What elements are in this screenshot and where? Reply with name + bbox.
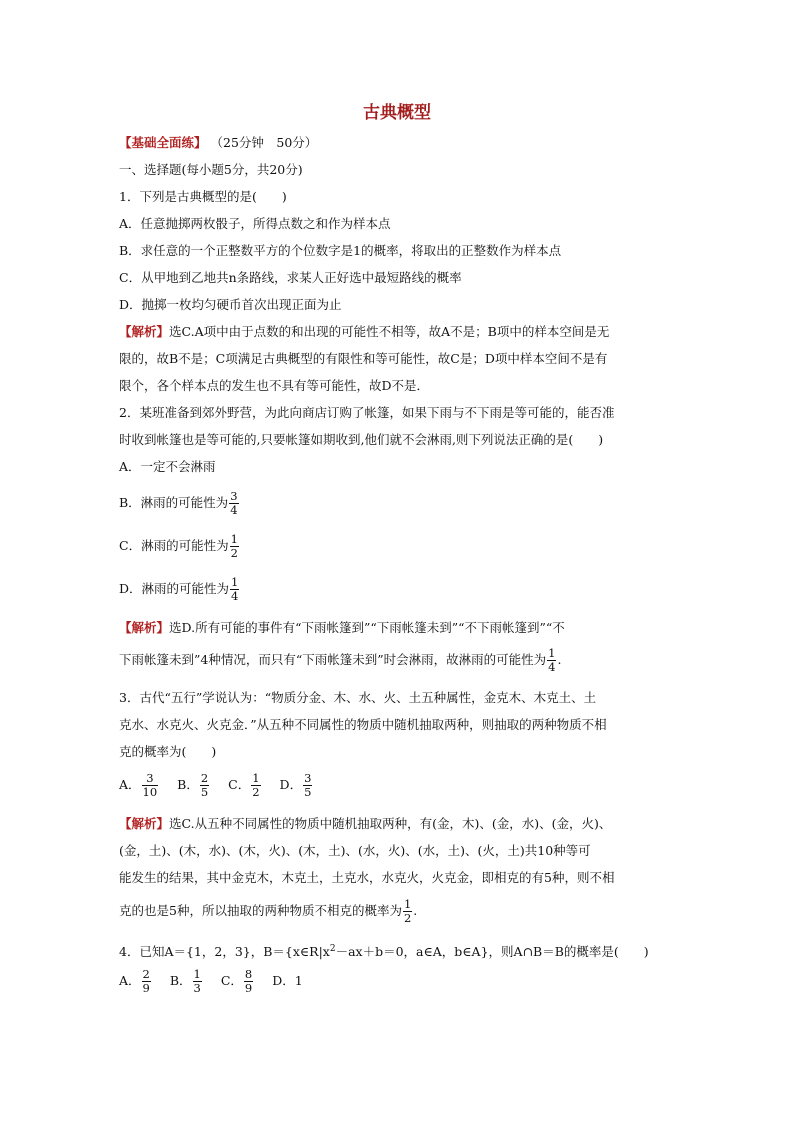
q2-option-a: A．一定不会淋雨 [119, 459, 216, 474]
denominator: 4 [230, 503, 238, 517]
numerator: 1 [548, 646, 556, 660]
q3-solution-line: 能发生的结果，其中金克木，木克土，土克水，水克火，火克金，即相克的有5种，则不相 [119, 870, 615, 885]
denominator: 4 [548, 660, 556, 674]
fraction [303, 772, 312, 799]
denominator: 5 [304, 785, 312, 799]
option-label: D． [279, 777, 303, 792]
q2-solution-tag: 【解析】 [119, 620, 170, 635]
q1-option-b: B．求任意的一个正整数平方的个位数字是1的概率，将取出的正整数作为样本点 [119, 243, 562, 258]
q4-stem-post: －ax＋b＝0，a∈A，b∈A}，则A∩B＝B的概率是( ) [335, 944, 649, 960]
q4-option-b [170, 968, 203, 995]
denominator: 5 [200, 785, 209, 799]
q2-solution-text: 所有可能的事件有“下雨帐篷到”“下雨帐篷未到”“不下雨帐篷到”“不 [195, 620, 565, 635]
q3-solution-tag: 【解析】 [119, 816, 170, 831]
q3-solution-choice: 选C. [169, 816, 195, 831]
option-label: B． [177, 777, 199, 792]
fraction [229, 490, 238, 517]
q4-exponent: 2 [329, 944, 336, 954]
q1-solution-tag: 【解析】 [119, 324, 170, 339]
q3-solution-line [119, 815, 611, 833]
fraction [403, 898, 412, 925]
page-title: 古典概型 [363, 103, 431, 123]
option-label: C． [220, 973, 243, 988]
q2-option-c-text: C．淋雨的可能性为 [119, 538, 229, 553]
option-label: B． [169, 973, 192, 988]
q1-solution-text: A项中由于点数的和出现的可能性不相等，故A不是；B项中的样本空间是无 [194, 324, 610, 339]
denominator: 9 [142, 981, 150, 995]
numerator: 1 [230, 532, 238, 546]
section-tag: 【基础全面练】 [119, 135, 207, 150]
q2-option-b [119, 490, 240, 517]
q3-solution-end: . [413, 903, 418, 918]
option-label: C． [228, 777, 251, 792]
q3-option-b [177, 772, 210, 799]
q4-option-d: D．1 [272, 973, 303, 988]
denominator: 2 [230, 546, 238, 560]
q1-stem: 1．下列是古典概型的是( ) [119, 189, 287, 204]
section-header [119, 134, 317, 152]
q2-solution-choice: 选D. [169, 620, 196, 635]
q3-solution-line [119, 898, 417, 925]
q3-solution-line: (金，土)、(木，水)、(木，火)、(木，土)、(水，火)、(水，土)、(火，土)共10种等可 [119, 843, 591, 858]
fraction [251, 772, 260, 799]
numerator: 1 [252, 771, 260, 785]
fraction [230, 576, 239, 603]
q1-option-a: A．任意抛掷两枚骰子，所得点数之和作为样本点 [119, 216, 391, 231]
q1-option-c: C．从甲地到乙地共n条路线，求某人正好选中最短路线的概率 [119, 270, 462, 285]
fraction [193, 968, 202, 995]
option-label: A． [119, 973, 141, 988]
fraction [244, 968, 253, 995]
q2-solution-line [119, 647, 561, 674]
q3-option-c [228, 772, 261, 799]
q1-solution-line: 限个，各个样本点的发生也不具有等可能性，故D不是． [119, 378, 430, 393]
numerator: 2 [142, 967, 150, 981]
q3-stem: 克的概率为( ) [119, 744, 217, 759]
q3-option-a [119, 772, 159, 799]
q2-solution-end: . [557, 652, 562, 667]
q1-solution-line [119, 323, 609, 341]
section-time: （25分钟 50分） [210, 135, 318, 150]
q2-option-b-text: B．淋雨的可能性为 [119, 495, 229, 510]
fraction [547, 647, 556, 674]
fraction [142, 968, 151, 995]
q2-option-c [119, 533, 240, 560]
q3-options [119, 772, 327, 799]
q3-option-d [280, 772, 314, 799]
option-label: A． [119, 777, 141, 792]
q2-solution-line [119, 619, 565, 637]
denominator: 3 [193, 981, 201, 995]
q3-stem: 3．古代“五行”学说认为：“物质分金、木、水、火、土五种属性，金克木、木克土、土 [119, 690, 597, 705]
q4-stem [119, 940, 649, 961]
q1-solution-line: 限的，故B不是；C项满足古典概型的有限性和等可能性，故C是；D项中样本空间不是有 [119, 351, 608, 366]
numerator: 2 [200, 771, 209, 785]
q4-options [119, 968, 317, 995]
q4-option-a [119, 968, 152, 995]
fraction [200, 772, 209, 799]
numerator: 1 [231, 575, 239, 589]
denominator: 4 [231, 589, 239, 603]
q1-solution-choice: 选C. [169, 324, 195, 339]
q3-stem: 克水、水克火、火克金．”从五种不同属性的物质中随机抽取两种，则抽取的两种物质不相 [119, 717, 607, 732]
fraction [142, 772, 159, 799]
numerator: 8 [244, 967, 253, 981]
q2-option-d-text: D．淋雨的可能性为 [119, 581, 230, 596]
q1-option-d: D．抛掷一枚均匀硬币首次出现正面为止 [119, 297, 342, 312]
q2-stem: 2．某班准备到郊外野营，为此向商店订购了帐篷，如果下雨与不下雨是等可能的，能否准 [119, 405, 615, 420]
numerator: 3 [230, 489, 238, 503]
denominator: 10 [142, 785, 158, 799]
q2-stem: 时收到帐篷也是等可能的,只要帐篷如期收到,他们就不会淋雨,则下列说法正确的是( ) [119, 432, 604, 447]
denominator: 9 [244, 981, 253, 995]
q3-solution-text: 从五种不同属性的物质中随机抽取两种，有(金，木)、(金，水)、(金，火)、 [194, 816, 612, 831]
q3-solution-text: 克的也是5种，所以抽取的两种物质不相克的概率为 [119, 903, 402, 918]
denominator: 2 [252, 785, 260, 799]
q4-option-c [221, 968, 254, 995]
numerator: 1 [403, 897, 412, 911]
denominator: 2 [403, 911, 412, 925]
q4-stem-pre: 4．已知A＝{1，2，3}，B＝{x∈R|x [119, 944, 330, 960]
q2-solution-text: 下雨帐篷未到”4种情况，而只有“下雨帐篷未到”时会淋雨，故淋雨的可能性为 [119, 652, 547, 667]
part-heading: 一、选择题(每小题5分，共20分) [119, 162, 303, 177]
q2-option-d [119, 576, 240, 603]
fraction [230, 533, 239, 560]
numerator: 3 [304, 771, 312, 785]
numerator: 3 [142, 772, 159, 786]
numerator: 1 [193, 967, 201, 981]
